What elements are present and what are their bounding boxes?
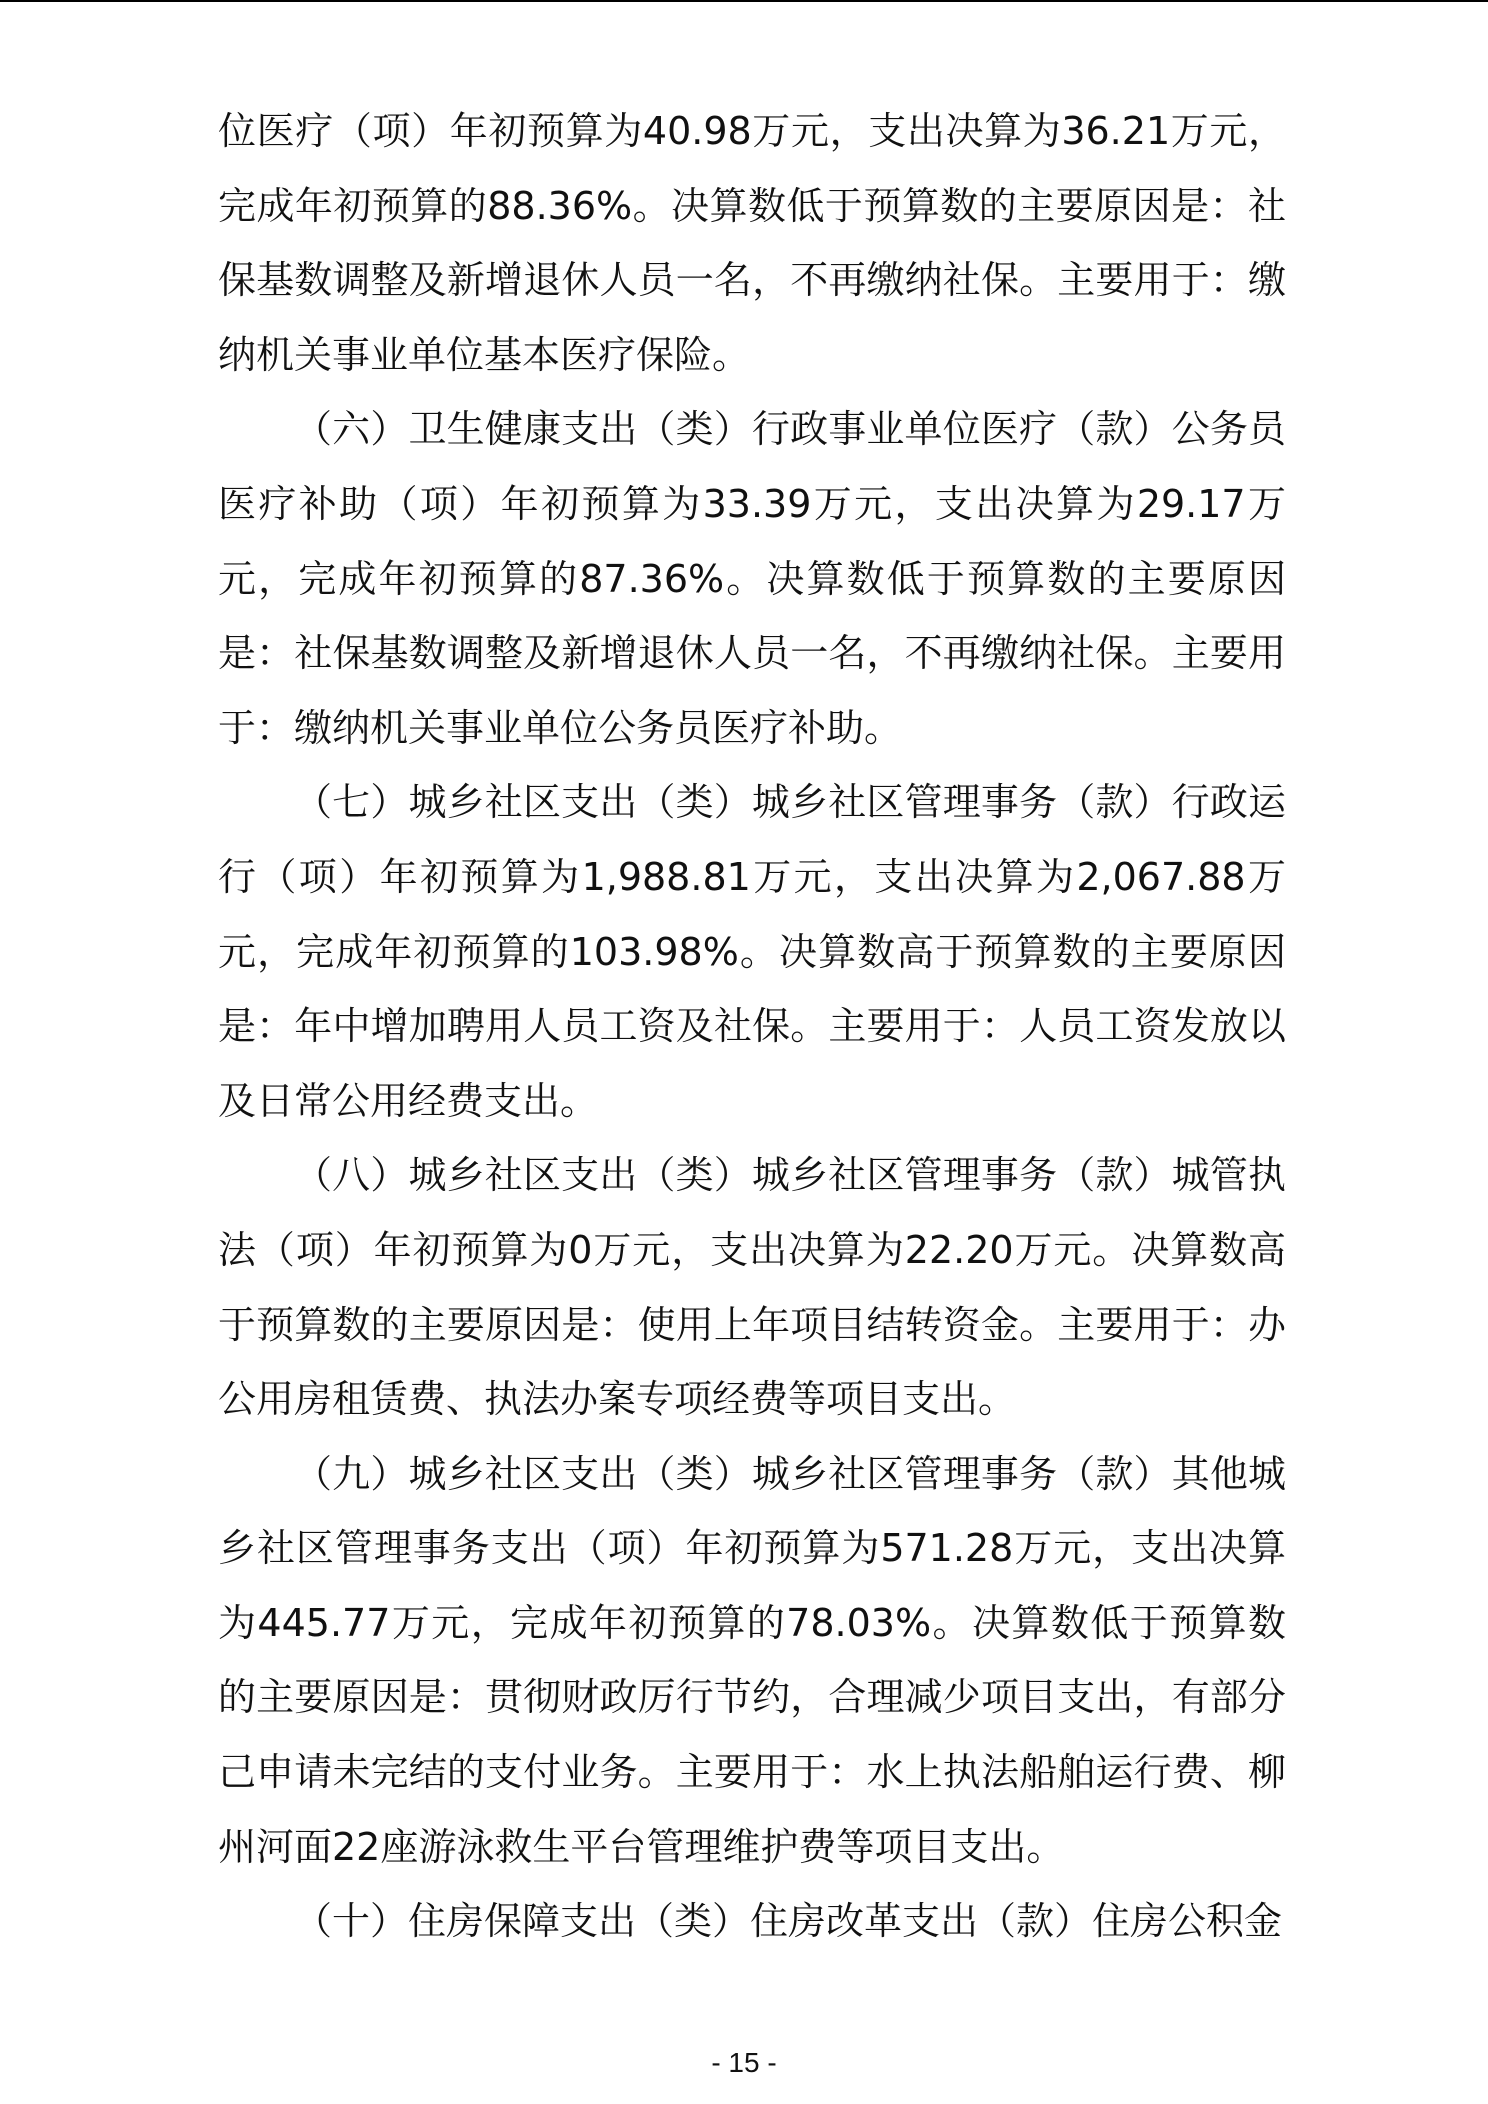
body-text <box>218 94 1286 1959</box>
paragraph-continuation: 位医疗（项）年初预算为40.98万元，支出决算为36.21万元，完成年初预算的88.36%。决算数低于预算数的主要原因是：社保基数调整及新增退休人员一名，不再缴纳社保。主要用于：缴纳机关事业单位基本医疗保险。 <box>218 109 1286 377</box>
page-number: - 15 - <box>711 2047 777 2078</box>
paragraph-item-9: （九）城乡社区支出（类）城乡社区管理事务（款）其他城乡社区管理事务支出（项）年初预算为571.28万元，支出决算为445.77万元，完成年初预算的78.03%。决算数低于预算数的主要原因是：贯彻财政厉行节约，合理减少项目支出，有部分己申请未完结的支付业务。主要用于：水上执法船舶运行费、柳州河面22座游泳救生平台管理维护费等项目支出。 <box>218 1451 1286 1869</box>
paragraph-item-8: （八）城乡社区支出（类）城乡社区管理事务（款）城管执法（项）年初预算为0万元，支出决算为22.20万元。决算数高于预算数的主要原因是：使用上年项目结转资金。主要用于：办公用房租赁费、执法办案专项经费等项目支出。 <box>218 1153 1286 1422</box>
paragraph-item-6: （六）卫生健康支出（类）行政事业单位医疗（款）公务员医疗补助（项）年初预算为33.39万元，支出决算为29.17万元，完成年初预算的87.36%。决算数低于预算数的主要原因是：社保基数调整及新增退休人员一名，不再缴纳社保。主要用于：缴纳机关事业单位公务员医疗补助。 <box>218 407 1286 750</box>
paragraph-item-7: （七）城乡社区支出（类）城乡社区管理事务（款）行政运行（项）年初预算为1,988.81万元，支出决算为2,067.88万元，完成年初预算的103.98%。决算数高于预算数的主要原因是：年中增加聘用人员工资及社保。主要用于：人员工资发放以及日常公用经费支出。 <box>218 780 1286 1123</box>
paragraph-item-10: （十）住房保障支出（类）住房改革支出（款）住房公积金 <box>294 1899 1283 1944</box>
